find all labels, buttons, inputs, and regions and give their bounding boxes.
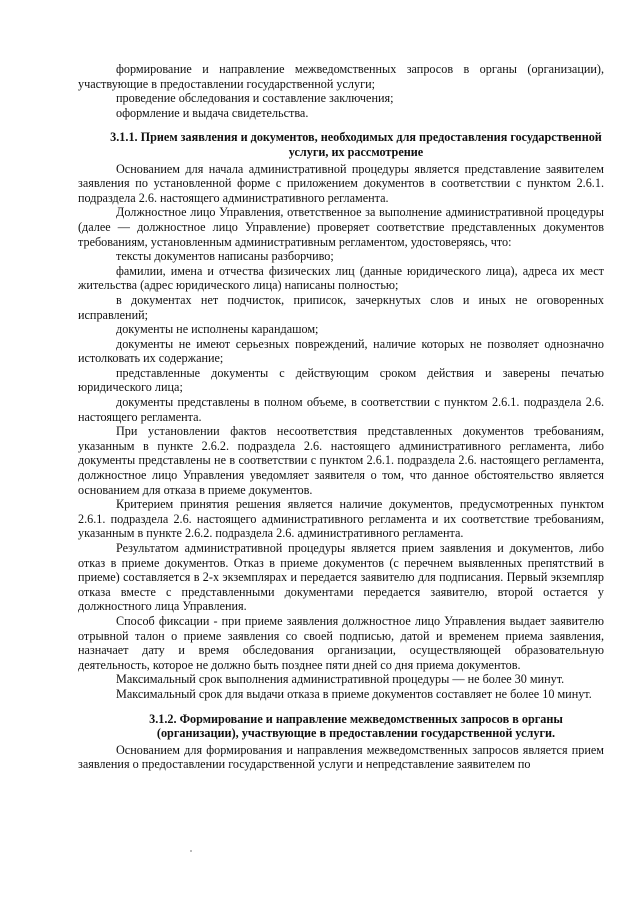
paragraph: Максимальный срок для выдачи отказа в приеме документов составляет не более 10 минут. (116, 686, 592, 701)
paragraph: проведение обследования и составление заключения; (116, 91, 394, 106)
section-heading: 3.1.1. Прием заявления и документов, необходимых для предоставления государственной услуги, их рассмотрение (110, 130, 602, 159)
paragraph: Основанием для начала административной процедуры является представление заявителем заявления по установленной форме с приложением документов в соответствии с пунктом 2.6.1. подраздела 2.6. настоящего административного регламента. (78, 161, 604, 205)
paragraph: Результатом административной процедуры является прием заявления и документов, либо отказ в приеме документов. Отказ в приеме документов (с перечнем выявленных препятствий в приеме) составляется в 2-х экземплярах и передается заявителю для подписания. Первый экземпляр отказа вместе с представленными документами передается заявителю, второй остается у должностного лица Управления. (78, 541, 604, 614)
list-item: документы не исполнены карандашом; (116, 322, 319, 337)
list-item: представленные документы с действующим сроком действия и заверены печатью юридического лица; (78, 365, 604, 395)
paragraph: Должностное лицо Управления, ответственное за выполнение административной процедуры (далее — должностное лицо Управление) проверяет соответствие представленных документов требованиям, установленным административным регламентом, удостоверяясь, что: (78, 205, 604, 249)
paragraph: При установлении фактов несоответствия представленных документов требованиям, указанным в пункте 2.6.2. подраздела 2.6. настоящего административного регламента, либо документы представлены не в соответствии с пунктом 2.6.1. подраздела 2.6. настоящего регламента, должностное лицо Управления уведомляет заявителя о том, что данное обстоятельство является основанием для отказа в приеме документов. (78, 424, 604, 497)
paragraph: Основанием для формирования и направления межведомственных запросов является прием заявления о предоставлении государственной услуги и непредставление заявителем по (78, 742, 604, 772)
list-item: в документах нет подчисток, приписок, зачеркнутых слов и иных не оговоренных исправлений; (78, 292, 604, 322)
scan-speck (190, 850, 192, 852)
paragraph: Способ фиксации - при приеме заявления должностное лицо Управления выдает заявителю отрывной талон о приеме заявления со своей подписью, датой и временем приема заявления, назначает дату и время обследования организации, осуществляющей образовательную деятельность, которое не должно быть позднее пяти дней со дня приема документов. (78, 613, 604, 672)
paragraph: Максимальный срок выполнения административной процедуры — не более 30 минут. (116, 672, 565, 687)
list-item: тексты документов написаны разборчиво; (116, 249, 334, 264)
list-item: фамилии, имена и отчества физических лиц (данные юридического лица), адреса их мест жительства (адрес юридического лица) написаны полностью; (78, 263, 604, 293)
list-item: документы представлены в полном объеме, в соответствии с пунктом 2.6.1. подраздела 2.6. настоящего регламента. (78, 395, 604, 424)
paragraph: формирование и направление межведомственных запросов в органы (организации), участвующие в предоставлении государственной услуги; (78, 62, 604, 91)
paragraph: оформление и выдача свидетельства. (116, 105, 309, 120)
list-item: документы не имеют серьезных повреждений, наличие которых не позволяет однозначно истолковать их содержание; (78, 336, 604, 366)
section-heading: 3.1.2. Формирование и направление межведомственных запросов в органы (организации), участвующие в предоставлении государственной услуги. (149, 711, 563, 741)
paragraph: Критерием принятия решения является наличие документов, предусмотренных пунктом 2.6.1. подраздела 2.6. настоящего административного регламента и их соответствие требованиям, указанным в пункте 2.6.2. подраздела 2.6. административного регламента. (78, 497, 604, 541)
